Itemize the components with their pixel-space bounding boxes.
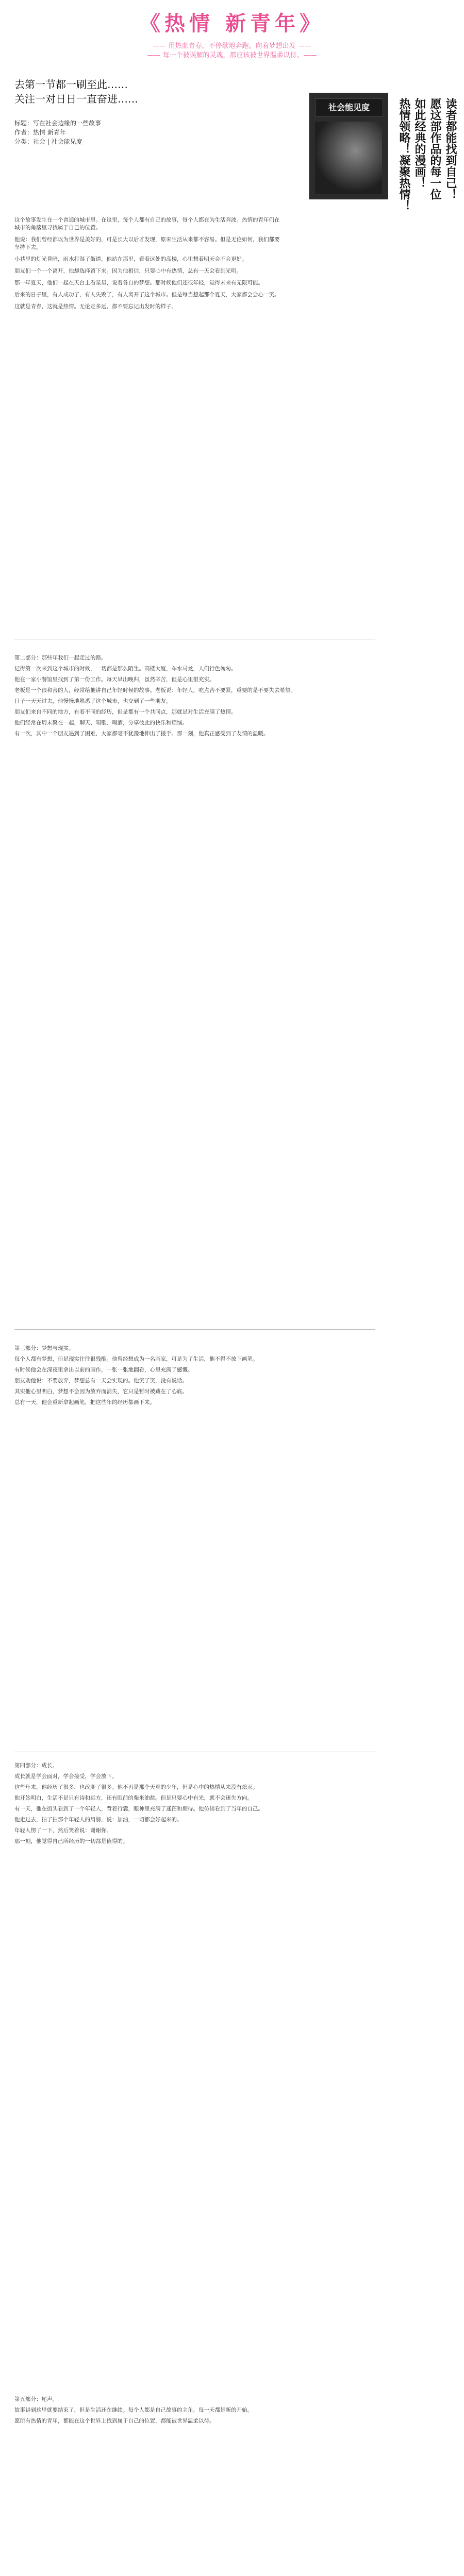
vertical-slogan: 热情领略！凝聚热情！ [397,98,410,211]
section-paragraph: 故事讲到这里就要结束了，但是生活还在继续。每个人都是自己故事的主角，每一天都是新的开始。 [14,2407,253,2413]
cover-art [315,122,382,194]
cover-image[interactable] [309,93,388,199]
section-paragraph: 他们经常在周末聚在一起，聊天、唱歌、喝酒，分享彼此的快乐和烦恼。 [14,720,188,726]
section-paragraph: 愿所有热情的青年，都能在这个世界上找到属于自己的位置，都能被世界温柔以待。 [14,2418,215,2424]
section-2 [14,654,417,741]
section-paragraph: 他在一家小餐馆里找到了第一份工作。每天早出晚归，虽然辛苦，但是心里很充实。 [14,676,215,683]
section-paragraph: 其实他心里明白，梦想不会因为放弃而消失，它只是暂时被藏在了心底。 [14,1388,188,1395]
section-paragraph: 记得第一次来到这个城市的时候，一切都是那么陌生。高楼大厦，车水马龙，人们行色匆匆。 [14,666,237,672]
intro-line: 关注一对日日一直奋进…… [14,93,138,105]
meta-block [14,118,257,146]
section-paragraph: 第二部分：那些年我们一起走过的路。 [14,655,107,661]
cover-tag: 社会能见度 [315,98,383,117]
section-paragraph: 有时候他会在深夜里拿出以前的画作，一张一张地翻看，心里充满了感慨。 [14,1367,193,1373]
article-paragraph: 那一年夏天，他们一起在天台上看星星，说着各自的梦想。那时候他们还很年轻，觉得未来有无限可能。 [14,280,263,286]
section-paragraph: 那一刻，他觉得自己所经历的一切都是值得的。 [14,1838,128,1844]
meta-line: 分类：社会 | 社会能见度 [14,138,82,145]
section-paragraph: 年轻人愣了一下，然后笑着说：谢谢你。 [14,1827,112,1834]
subtitle-line: —— 每一个被误解的灵魂，都应该被世界温柔以待。—— [147,52,317,59]
page-title: 《热情 新青年》 [140,11,324,36]
section-4 [14,1762,417,1849]
intro-line: 去第一节都一刷至此…… [14,78,128,91]
section-5 [14,2396,417,2428]
vertical-slogan: 愿这部作品的每一位 [428,98,441,200]
section-paragraph: 总有一天，他会重新拿起画笔，把这些年的经历都画下来。 [14,1399,155,1405]
article-paragraph: 后来的日子里，有人成功了，有人失败了，有人离开了这个城市。但是每当想起那个夏天，大家都会会心一笑。 [14,292,280,298]
section-paragraph: 朋友劝他说：不要放弃，梦想总有一天会实现的。他笑了笑，没有说话。 [14,1378,188,1384]
section-paragraph: 他走过去，拍了拍那个年轻人的肩膀，说：加油，一切都会好起来的。 [14,1817,183,1823]
main-article [14,216,283,315]
page-subtitle [0,42,464,60]
section-paragraph: 有一次，其中一个朋友遇到了困难，大家都毫不犹豫地伸出了援手。那一刻，他真正感受到了友情的温暖。 [14,731,269,737]
section-paragraph: 第三部分：梦想与现实。 [14,1345,74,1351]
intro-block [14,77,257,106]
article-paragraph: 小巷里的灯光昏暗，雨水打湿了街道。他站在那里，看着远处的高楼，心里想着明天会不会更好。 [14,256,247,262]
meta-line: 作者：热情 新青年 [14,129,66,136]
section-paragraph: 这些年来，他经历了很多，也改变了很多。他不再是那个天真的少年，但是心中的热情从来没有熄灭。 [14,1784,258,1790]
article-paragraph: 这就是青春，这就是热情。无论走多远，都不要忘记出发时的样子。 [14,303,177,310]
section-paragraph: 成长就是学会面对，学会接受，学会放下。 [14,1773,118,1780]
section-paragraph: 第四部分：成长。 [14,1762,58,1769]
meta-line: 标题：写在社会边缘的一些故事 [14,120,102,127]
article-paragraph: 他说：我们曾经都以为世界是美好的，可是长大以后才发现，原来生活从来都不容易。但是无论如何，我们都要坚持下去。 [14,236,280,250]
section-divider [14,1329,375,1330]
page-header [0,0,464,72]
vertical-slogan: 如此经典的漫画！ [413,98,426,189]
section-paragraph: 老板是一个很和善的人，经常给他讲自己年轻时候的故事。老板说：年轻人，吃点苦不要紧，重要的是不要失去希望。 [14,687,296,693]
vertical-slogan: 读者都能找到自己！ [444,98,457,200]
article-paragraph: 这个故事发生在一个普通的城市里。在这里，每个人都有自己的故事，每个人都在为生活奔波。热情的青年们在城市的角落里寻找属于自己的位置。 [14,217,280,231]
section-paragraph: 朋友们来自不同的地方，有着不同的经历，但是都有一个共同点，那就是对生活充满了热情。 [14,709,237,715]
subtitle-line: —— 用热血青春，不停歇地奔跑。向着梦想出发 —— [153,42,311,50]
section-3 [14,1345,417,1410]
article-paragraph: 朋友们一个一个离开，他却选择留下来。因为他相信，只要心中有热情，总有一天会看到光明。 [14,268,242,274]
section-paragraph: 每个人都有梦想，但是现实往往很残酷。他曾经想成为一名画家，可是为了生活，他不得不放下画笔。 [14,1356,258,1362]
section-paragraph: 第五部分：尾声。 [14,2396,58,2402]
section-paragraph: 他开始明白，生活不是只有诗和远方，还有眼前的柴米油盐。但是只要心中有光，就不会迷失方向。 [14,1795,253,1801]
section-paragraph: 日子一天天过去，他慢慢地熟悉了这个城市，也交到了一些朋友。 [14,698,172,704]
section-paragraph: 有一天，他在街头看到了一个年轻人，背着行囊，眼神里充满了迷茫和期待。他仿佛看到了当年的自己。 [14,1806,263,1812]
